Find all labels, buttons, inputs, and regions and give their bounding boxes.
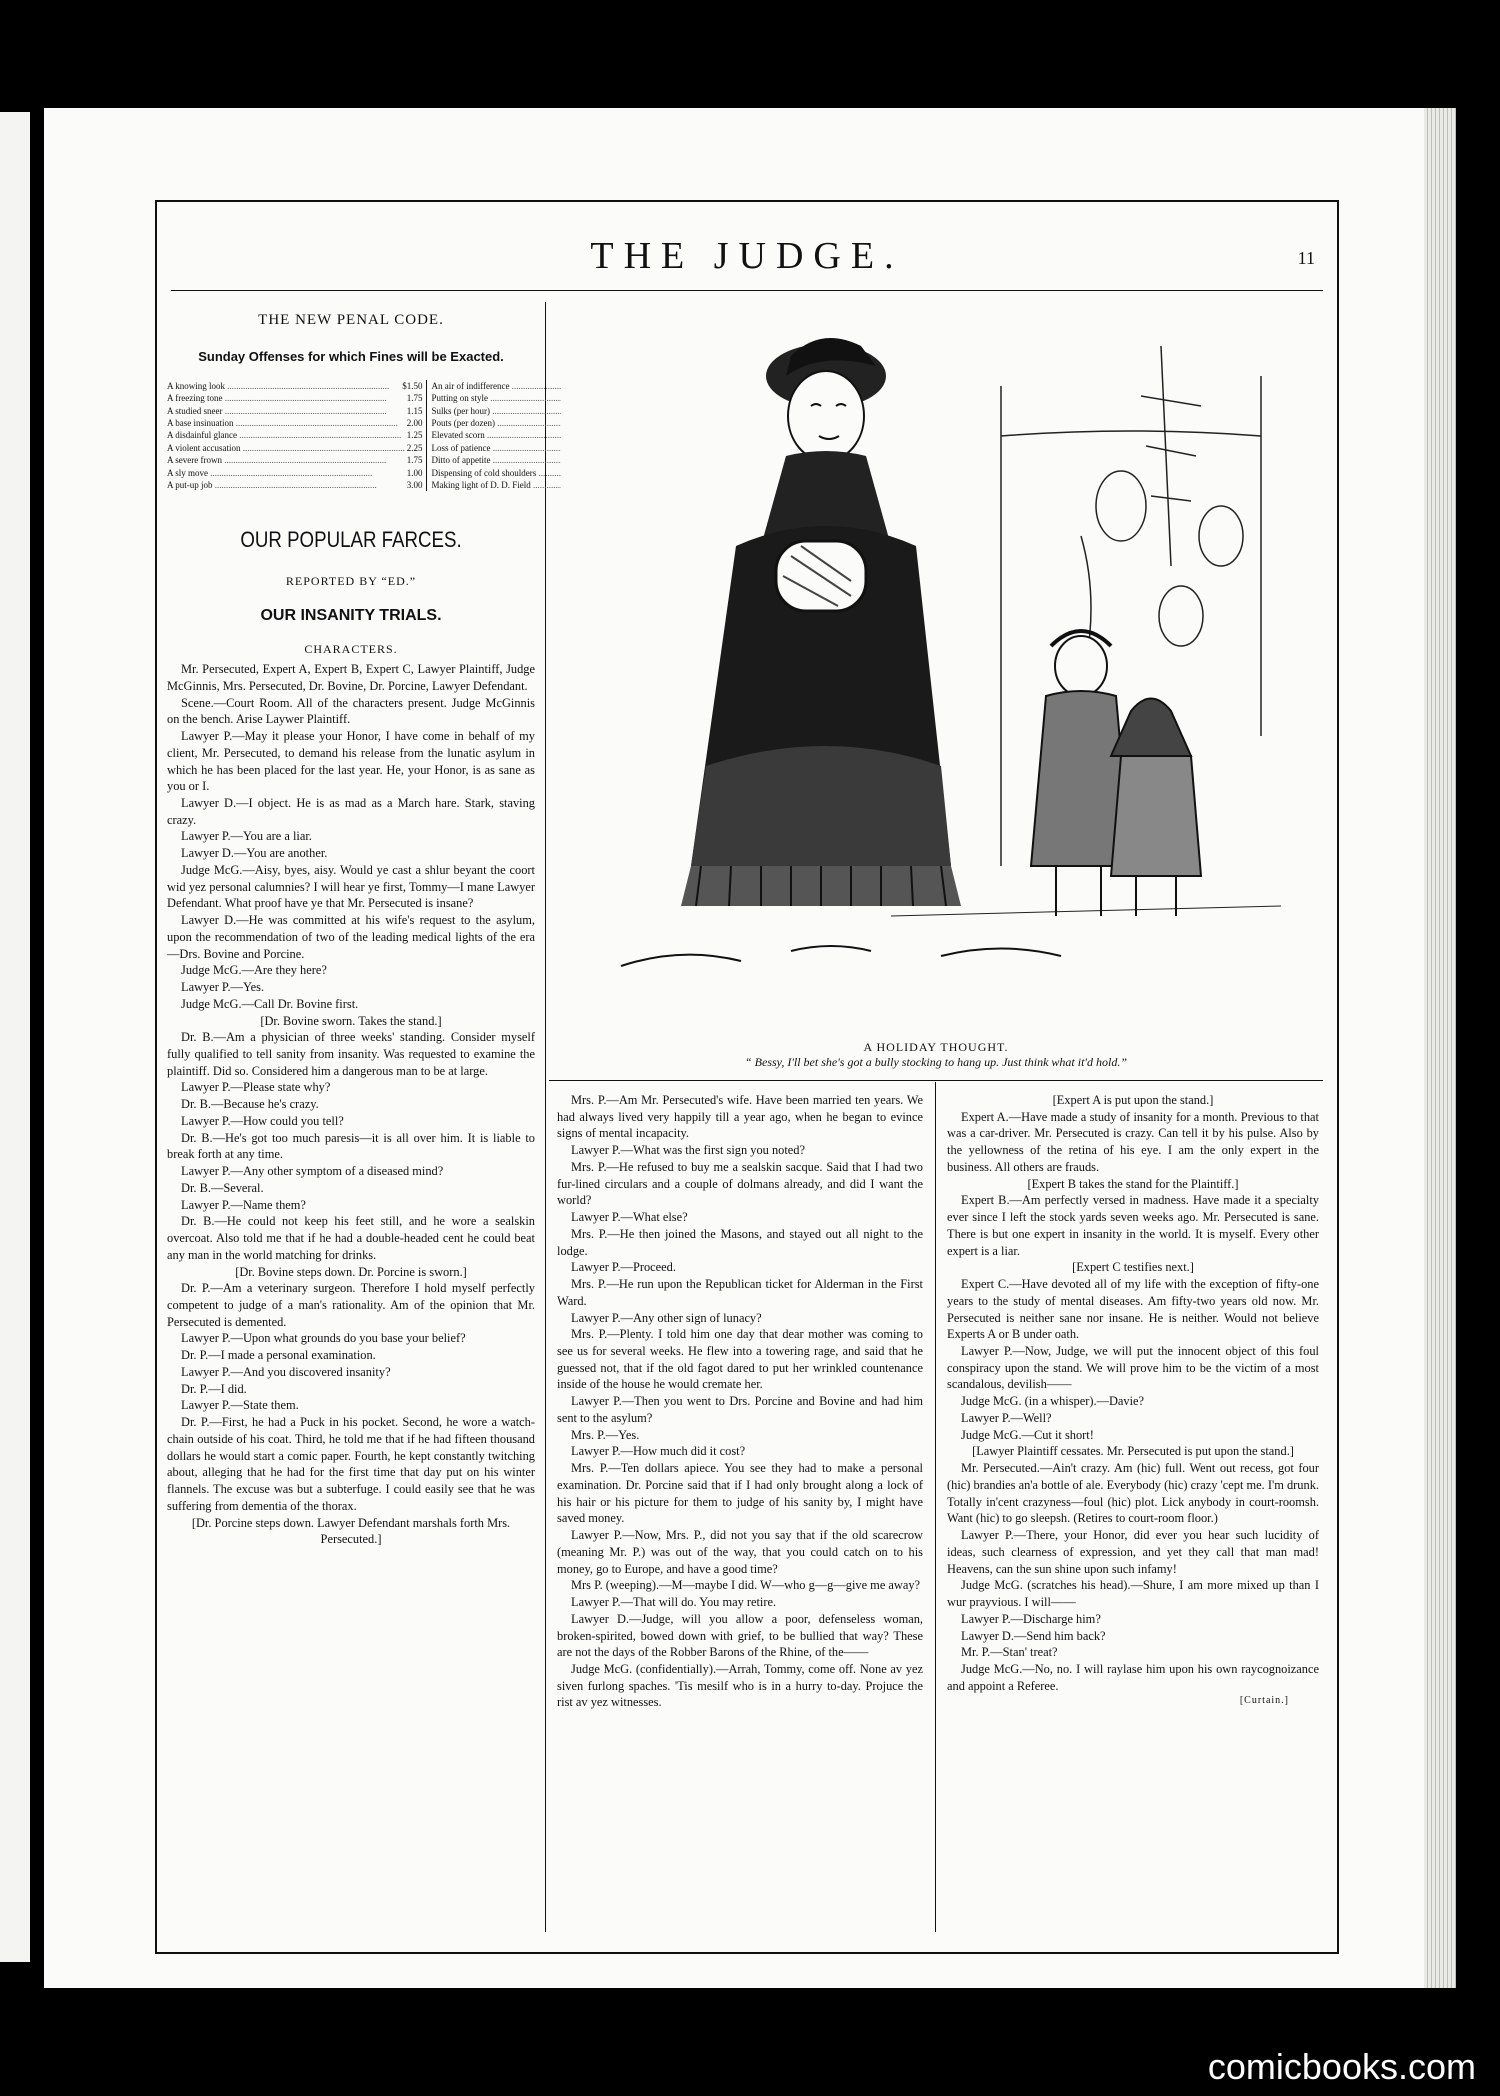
paragraph: Lawyer P.—Yes. [181,980,265,995]
paragraph: Scene.—Court Room. All of the characters present. Judge McGinnis on the bench. Arise Laywer Plaintiff. [167,695,535,727]
paragraph: Mrs. P.—Ten dollars apiece. You see they had to make a personal examination. Dr. Porcine said that if I had only brought along a lock of his hair or his picture for them to judge of his sanity by, I might have saved money. [557,1461,923,1526]
fine-row [167,392,422,404]
paragraph: Dr. P.—First, he had a Puck in his pocket. Second, he wore a watch-chain outside of his coat. Third, he told me that if he had fifteen thousand dollars he would start a comic paper. Fourth, he kept constantly twitching about, alleging that he had for the first time that day put on his winter flannels. The excuse was but a subterfuge. I could easily see that he was suffering from dementia of the thorax. [167,1415,535,1513]
paragraph: Judge McG.—Call Dr. Bovine first. [181,996,359,1011]
fine-price: 1.75 [406,393,423,404]
cartoon-rule [549,1080,1323,1081]
paragraph: Lawyer D.—You are another. [181,846,328,861]
fine-name: A violent accusation ..... [167,442,405,454]
paragraph: [Dr. Porcine steps down. Lawyer Defendant marshals forth Mrs. Persecuted.] [191,1515,511,1547]
paragraph: Lawyer P.—Please state why? [181,1080,331,1095]
fine-name: Pouts (per dozen) ..... [431,417,700,429]
paragraph: Lawyer P.—Now, Mrs. P., did not you say that if the old scarecrow (meaning Mr. P.) was out of the way, that you could catch on to his money, go to Europe, and have a good time? [557,1528,923,1576]
column-rule [545,302,546,1932]
paragraph: Lawyer P.—Then you went to Drs. Porcine and Bovine and had him sent to the asylum? [557,1394,923,1425]
paragraph: Lawyer P.—Any other symptom of a diseased mind? [181,1164,444,1179]
column-rule [935,1082,936,1932]
fines-left-column [167,380,427,492]
paragraph: Dr. B.—He could not keep his feet still, and he wore a sealskin overcoat. Also told me that if he had a double-headed cent he could beat any man in the world matching for drinks. [167,1214,535,1262]
paragraph: Mr. Persecuted, Expert A, Expert B, Expert C, Lawyer Plaintiff, Judge McGinnis, Mrs. Persecuted, Dr. Bovine, Dr. Porcine, Lawyer Defendant. [167,662,535,693]
page-edges [1424,108,1456,1988]
farces-title: OUR POPULAR FARCES. [240,527,462,553]
fine-name: Loss of patience ..... [431,442,700,454]
paragraph: Lawyer P.—That will do. You may retire. [571,1595,777,1610]
paragraph: Dr. P.—I made a personal examination. [181,1348,376,1363]
paragraph: Mrs. P.—He then joined the Masons, and stayed out all night to the lodge. [557,1226,923,1258]
fine-price: 2.25 [406,442,423,453]
paragraph: Lawyer P.—Well? [961,1410,1052,1425]
paragraph: Lawyer P.—How much did it cost? [571,1444,746,1459]
fine-name: A knowing look ..... [167,380,400,392]
fine-name: A base insinuation ..... [167,417,405,429]
paragraph: Dr. P.—Am a veterinary surgeon. Therefore I hold myself perfectly competent to judge of a man's rationality. Am of the opinion that Mr. Persecuted is demented. [167,1281,535,1329]
fine-row [167,454,422,466]
fine-name: Elevated scorn ..... [431,429,696,441]
paragraph: Dr. P.—I did. [181,1381,247,1396]
paragraph: Lawyer P.—And you discovered insanity? [181,1364,391,1379]
characters-heading: CHARACTERS. [304,641,398,656]
paragraph: Mr. Persecuted.—Ain't crazy. Am (hic) full. Went out recess, got four (hic) brandies an'a bottle of ale. Everybody (hic) crazy 'cept me. I'm drunk. Totally in'cent crazyness—foul (hic) plot. Lick anybody in court-roomsh. Want (hic) to go sleepsh. (Retires to court-room floor.) [947,1461,1319,1526]
paragraph: [Expert A is put upon the stand.] [1052,1093,1214,1107]
paragraph: Lawyer P.—State them. [181,1398,299,1413]
cartoon-title: A HOLIDAY THOUGHT. [863,1040,1009,1054]
paragraph: Judge McG. (in a whisper).—Davie? [961,1394,1145,1409]
paragraph: [Expert C testifies next.] [1072,1260,1194,1275]
column-1-text [167,661,535,1548]
fine-name: Making light of D. D. Field ..... [431,479,700,491]
curtain-line: [Curtain.] [1239,1695,1289,1707]
paragraph: Dr. B.—Am a physician of three weeks' standing. Consider myself fully qualified to tell sanity from insanity. Was requested to examine the plaintiff. Did so. Considered him a dangerous man to be at large. [167,1030,535,1078]
facing-page-edge [0,112,30,1962]
fine-price: 2.00 [406,418,423,429]
column-3-text [947,1092,1319,1694]
paragraph: [Lawyer Plaintiff cessates. Mr. Persecuted is put upon the stand.] [972,1444,1294,1459]
fine-price: 3.00 [406,480,423,491]
paragraph: Lawyer P.—You are a liar. [181,829,312,844]
paragraph: Lawyer P.—Proceed. [571,1260,676,1275]
paragraph: Expert A.—Have made a study of insanity for a month. Previous to that was a car-driver. Mr. Persecuted is crazy. Can tell it by his pulse. Also by the yellowness of the retina of his eye. I am the only expert in the business. All others are frauds. [947,1109,1319,1174]
fine-row [167,429,422,441]
fine-name: Ditto of appetite ..... [431,454,700,466]
fine-row [167,442,422,454]
paragraph: Lawyer P.—May it please your Honor, I have come in behalf of my client, Mr. Persecuted, to demand his release from the lunatic asylum in which he has been placed for the last year. He, your Honor, is as sane as you or I. [167,729,535,794]
fine-row [167,479,422,491]
fine-name: A put-up job ..... [167,479,405,491]
fine-row [167,467,422,479]
fine-name: Putting on style ..... [431,392,700,404]
paragraph: Mrs. P.—Plenty. I told him one day that dear mother was coming to see us for several weeks. He flew into a towering rage, and said that he guessed not, that if the old fagot dared to put her wrinkled countenance inside of the house he would cremate her. [557,1327,923,1392]
page-frame [155,200,1339,1954]
paragraph: Judge McG. (confidentially).—Arrah, Tommy, come off. None av yez siven furlong spaches. 'Tis mesilf who is in a hurry to-day. Projuce the rist av yez witnesses. [557,1661,923,1710]
fine-name: A freezing tone ..... [167,392,405,404]
fine-name: A sly move ..... [167,467,405,479]
fines-table [167,380,535,492]
column-2 [557,1092,923,1922]
fine-price: 1.75 [406,455,423,466]
fine-price: $1.50 [402,380,423,391]
paragraph: Lawyer P.—What else? [571,1210,688,1225]
paragraph: Judge McG.—Cut it short! [961,1427,1094,1442]
fine-row [167,405,422,417]
paragraph: Mrs. P.—Yes. [571,1427,640,1442]
paragraph: Lawyer D.—Send him back? [961,1628,1106,1643]
paragraph: Lawyer P.—Any other sign of lunacy? [571,1310,762,1325]
paragraph: Mr. P.—Stan' treat? [961,1645,1058,1660]
paragraph: Lawyer P.—Now, Judge, we will put the innocent object of this foul conspiracy upon the stand. We will prove him to be the victim of a most scandalous, devilish—— [947,1344,1319,1392]
paragraph: Dr. B.—He's got too much paresis—it is all over him. It is liable to break forth at any time. [167,1130,535,1162]
fine-row [167,417,422,429]
paragraph: Mrs. P.—He refused to buy me a sealskin sacque. Said that I had two fur-lined circulars and a couple of dolmans already, and did I want the world? [557,1159,923,1208]
paragraph: Lawyer P.—Name them? [181,1197,306,1212]
fine-name: Sulks (per hour) ..... [431,405,700,417]
holiday-cartoon-illustration [561,306,1321,986]
paragraph: Expert B.—Am perfectly versed in madness. Have made it a specialty ever since I left the stock yards seven weeks ago. Mr. Persecuted is sane. There is but one expert in insanity in the world. It is myself. Every other expert is a liar. [947,1193,1319,1258]
page-number: 11 [1297,248,1315,268]
fine-name: An air of indifference ..... [431,380,691,392]
cartoon-caption: “ Bessy, I'll bet she's got a bully stocking to hang up. Just think what it'd hold.” [744,1055,1127,1069]
fine-price: 1.25 [406,430,423,441]
insanity-trials-title: OUR INSANITY TRIALS. [260,607,442,625]
paragraph: [Dr. Bovine sworn. Takes the stand.] [260,1013,442,1028]
paragraph: Lawyer P.—What was the first sign you noted? [571,1143,805,1158]
reported-by: REPORTED BY “ED.” [285,574,417,589]
paragraph: Lawyer D.—He was committed at his wife's request to the asylum, upon the recommendation of two of the leading medical lights of the era—Drs. Bovine and Porcine. [167,913,535,961]
fine-name: A studied sneer ..... [167,405,405,417]
paragraph: Lawyer D.—Judge, will you allow a poor, defenseless woman, broken-spirited, bowed down with grief, to be bullied that way? These are not the days of the Robber Barons of the Rhine, of the—— [557,1611,923,1660]
paragraph: Judge McG.—Are they here? [181,963,327,978]
fine-name: A disdainful glance ..... [167,429,405,441]
masthead: THE JUDGE. [590,235,904,277]
paragraph: Lawyer D.—I object. He is as mad as a March hare. Stark, staving crazy. [167,795,535,827]
paragraph: Expert C.—Have devoted all of my life with the exception of fifty-one years to the study of mental diseases. Am fifty-two years old now. Mr. Persecuted is neither sane nor insane. He is neither. Would not believe Experts A or B under oath. [947,1277,1319,1342]
column-1 [167,302,535,1922]
paragraph: Mrs. P.—He run upon the Republican ticket for Alderman in the First Ward. [557,1277,923,1308]
paragraph: Judge McG.—Aisy, byes, aisy. Would ye cast a shlur beyant the coort wid yez personal calumnies? I will hear ye first, Tommy—I mane Lawyer Defendant. What proof have ye that Mr. Persecuted is insane? [167,862,535,911]
paragraph: Lawyer P.—There, your Honor, did ever you hear such lucidity of ideas, such clearness of expression, and yet they call that man mad! Heavens, can the sun shine upon such infamy! [947,1528,1319,1576]
masthead-rule [171,290,1323,291]
paragraph: Lawyer P.—How could you tell? [181,1113,344,1128]
paragraph: Lawyer P.—Upon what grounds do you base your belief? [181,1331,466,1346]
paragraph: Lawyer P.—Discharge him? [961,1611,1101,1626]
paragraph: Judge McG. (scratches his head).—Shure, I am more mixed up than I wur prayvious. I will—— [947,1578,1319,1610]
paragraph: Mrs P. (weeping).—M—maybe I did. W—who g—g—give me away? [571,1578,921,1593]
fine-price: 1.15 [406,405,423,416]
paragraph: [Expert B takes the stand for the Plaintiff.] [1027,1176,1239,1191]
penal-code-title: THE NEW PENAL CODE. [258,312,444,328]
penal-code-subtitle: Sunday Offenses for which Fines will be Exacted. [198,349,504,365]
fine-price: 1.00 [406,467,423,478]
paragraph: Judge McG.—No, no. I will raylase him upon his own raycognoizance and appoint a Referee. [947,1661,1319,1693]
fine-name: A severe frown ..... [167,454,405,466]
watermark: comicbooks.com [1207,2046,1476,2087]
column-3 [947,1092,1319,1922]
fine-row [167,380,422,392]
paragraph: Dr. B.—Several. [181,1180,264,1195]
paragraph: Dr. B.—Because he's crazy. [181,1097,319,1112]
paragraph: [Dr. Bovine steps down. Dr. Porcine is sworn.] [235,1264,467,1279]
paragraph: Mrs. P.—Am Mr. Persecuted's wife. Have been married ten years. We had always lived very happily till a year ago, when he began to evince signs of mental incapacity. [557,1093,923,1141]
fine-name: Dispensing of cold shoulders ..... [431,467,700,479]
